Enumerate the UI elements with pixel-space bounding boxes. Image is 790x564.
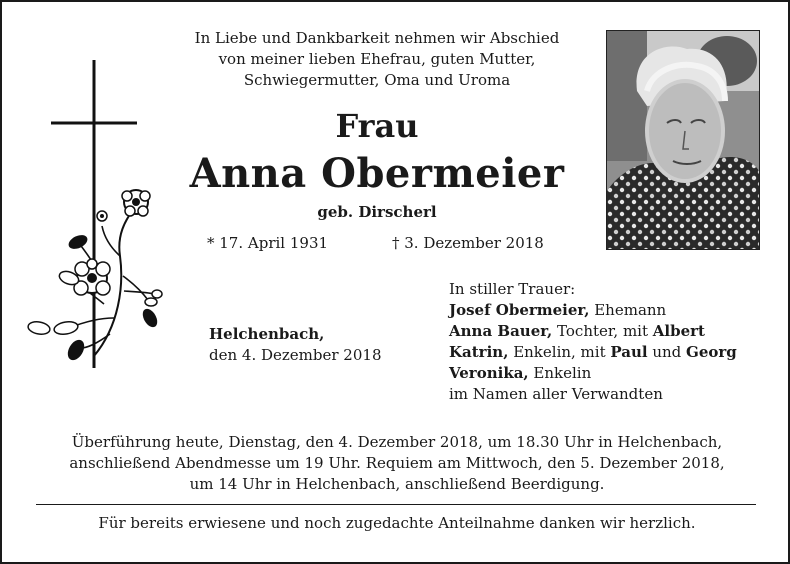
birth-date: * 17. April 1931 (207, 234, 329, 252)
portrait-image (607, 31, 759, 249)
mourner-line: Anna Bauer, Tochter, mit Albert (449, 322, 705, 340)
funeral-details (22, 432, 772, 495)
intro-line: Schwiegermutter, Oma und Uroma (243, 71, 511, 89)
thanks-text: Für bereits erwiesene und noch zugedachte Anteilnahme danken wir herzlich. (98, 514, 696, 532)
portrait-photo (606, 30, 760, 250)
funeral-line: Überführung heute, Dienstag, den 4. Dezember 2018, um 18.30 Uhr in Helchenbach, (71, 433, 723, 451)
cross-with-flowers-icon (24, 56, 169, 376)
maiden-name: geb. Dirscherl (317, 203, 437, 221)
mourner-line: Veronika, Enkelin (449, 364, 592, 382)
place-and-date (209, 324, 382, 366)
mourners-list (449, 279, 779, 405)
place-date: den 4. Dezember 2018 (209, 346, 382, 364)
intro-line: In Liebe und Dankbarkeit nehmen wir Abschied (194, 29, 560, 47)
mourners-heading: In stiller Trauer: (449, 280, 576, 298)
intro-line: von meiner lieben Ehefrau, guten Mutter, (218, 50, 536, 68)
funeral-line: um 14 Uhr in Helchenbach, anschließend Beerdigung. (189, 475, 605, 493)
place-town: Helchenbach, (209, 325, 325, 343)
intro-text (162, 28, 592, 91)
mourner-line: Josef Obermeier, Ehemann (449, 301, 667, 319)
mourner-line: Katrin, Enkelin, mit Paul und Georg (449, 343, 737, 361)
mourner-line: im Namen aller Verwandten (449, 385, 663, 403)
funeral-line: anschließend Abendmesse um 19 Uhr. Requiem am Mittwoch, den 5. Dezember 2018, (69, 454, 725, 472)
death-date: † 3. Dezember 2018 (392, 234, 544, 252)
salutation: Frau (335, 107, 419, 145)
divider (36, 504, 756, 505)
deceased-name: Anna Obermeier (189, 150, 565, 197)
